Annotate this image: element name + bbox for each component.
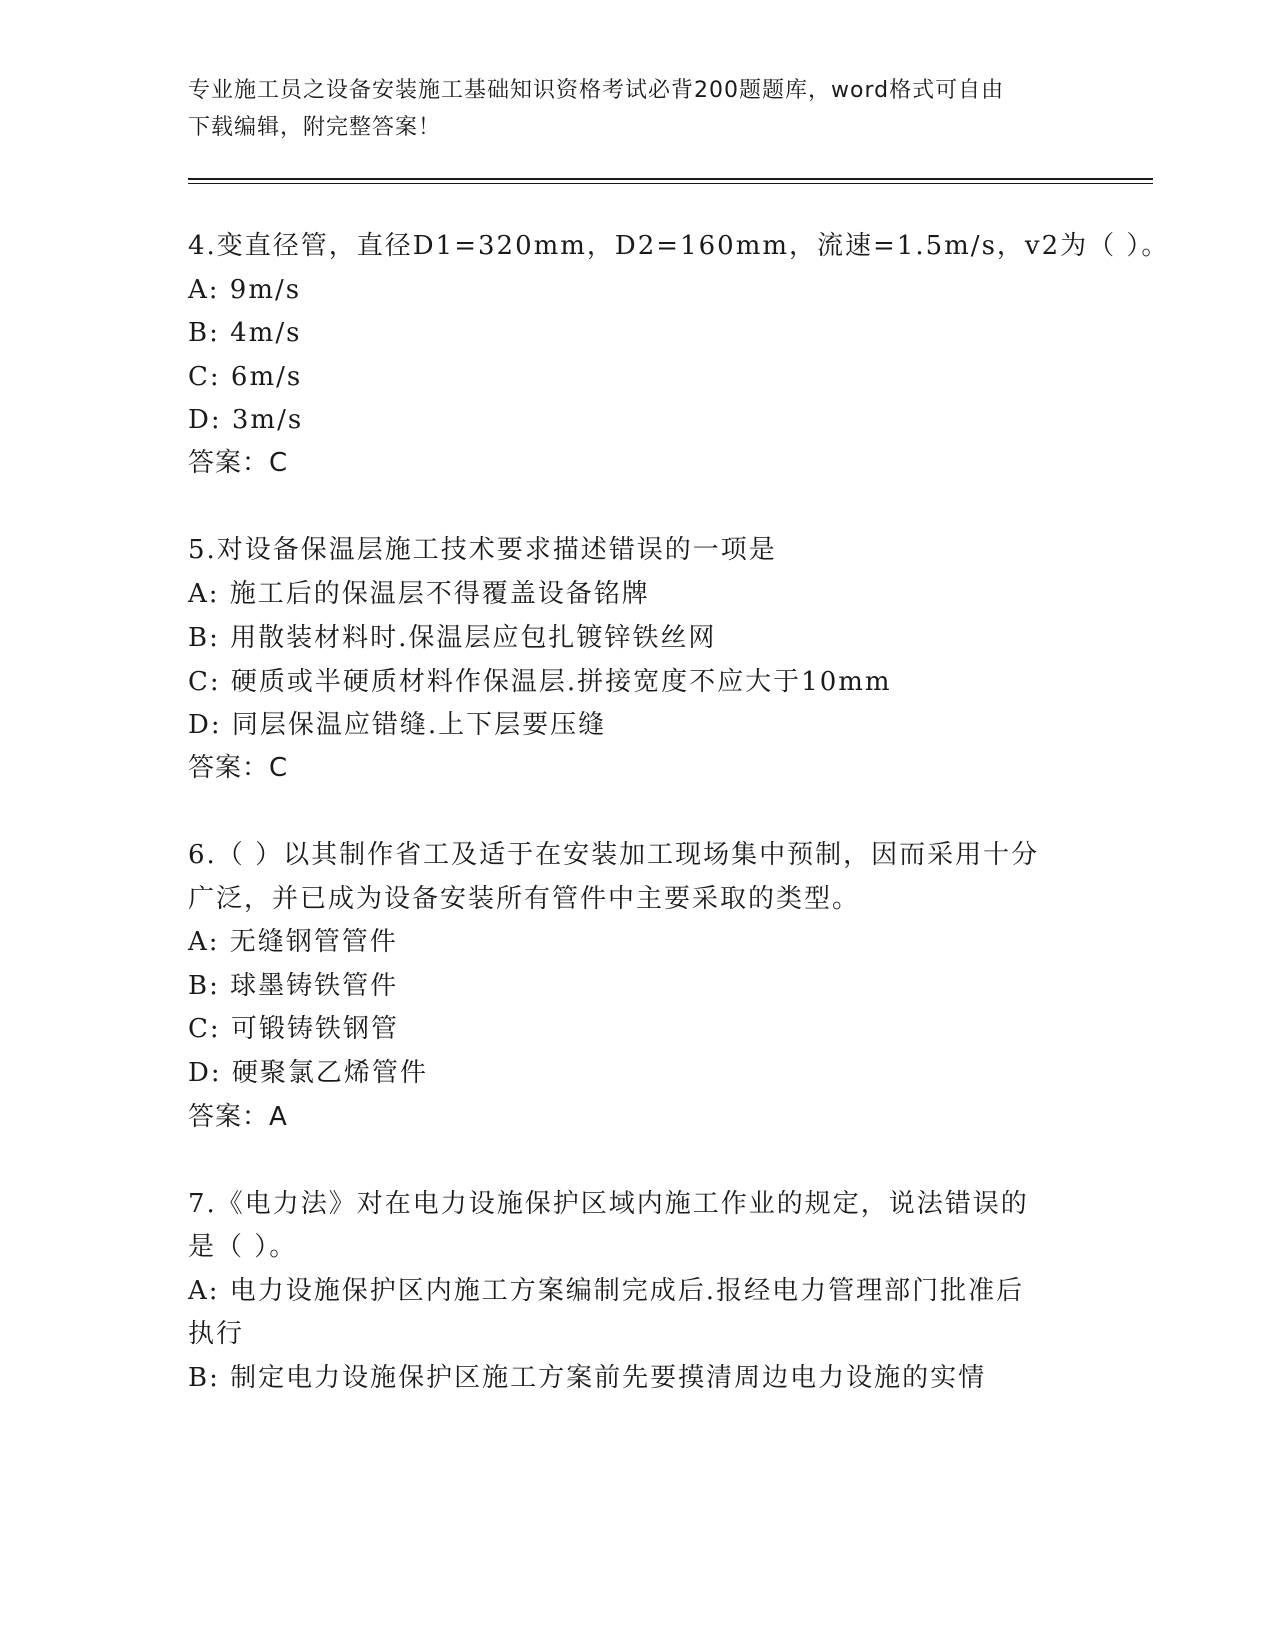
option-d: D: 同层保温应错缝.上下层要压缝 — [188, 710, 607, 740]
answer: 答案：C — [188, 753, 289, 783]
question-stem-continued: 广泛，并已成为设备安装所有管件中主要采取的类型。 — [188, 884, 861, 914]
question-stem-continued: 是（ ）。 — [188, 1232, 298, 1262]
option-a: A: 9m/s — [188, 275, 302, 305]
question-stem: 7.《电力法》对在电力设施保护区域内施工作业的规定，说法错误的 — [188, 1189, 1029, 1219]
option-a: A: 电力设施保护区内施工方案编制完成后.报经电力管理部门批准后 — [188, 1276, 1025, 1306]
option-b: B: 用散装材料时.保温层应包扎镀锌铁丝网 — [188, 623, 717, 653]
option-c: C: 可锻铸铁钢管 — [188, 1014, 399, 1044]
question-stem: 5.对设备保温层施工技术要求描述错误的一项是 — [188, 535, 777, 565]
header-divider-thick — [188, 178, 1153, 180]
option-c: C: 6m/s — [188, 362, 303, 392]
question-stem: 4.变直径管，直径D1=320mm，D2=160mm，流速=1.5m/s，v2为（ ）。 — [188, 231, 1170, 261]
document-header — [188, 72, 1088, 146]
option-a: A: 施工后的保温层不得覆盖设备铭牌 — [188, 579, 650, 609]
answer: 答案：C — [188, 448, 289, 478]
header-line-2: 下载编辑，附完整答案！ — [188, 115, 442, 140]
option-b: B: 4m/s — [188, 318, 302, 348]
option-b: B: 制定电力设施保护区施工方案前先要摸清周边电力设施的实情 — [188, 1363, 987, 1393]
option-b: B: 球墨铸铁管件 — [188, 971, 399, 1001]
answer: 答案：A — [188, 1102, 288, 1132]
option-a: A: 无缝钢管管件 — [188, 927, 398, 957]
option-d: D: 硬聚氯乙烯管件 — [188, 1058, 428, 1088]
option-c: C: 硬质或半硬质材料作保温层.拼接宽度不应大于10mm — [188, 667, 892, 697]
option-d: D: 3m/s — [188, 405, 304, 435]
option-a-continued: 执行 — [188, 1319, 245, 1349]
question-stem: 6.（ ）以其制作省工及适于在安装加工现场集中预制，因而采用十分 — [188, 840, 1040, 870]
header-divider-thin — [188, 183, 1153, 184]
header-line-1: 专业施工员之设备安装施工基础知识资格考试必背200题题库，word格式可自由 — [188, 78, 1005, 103]
